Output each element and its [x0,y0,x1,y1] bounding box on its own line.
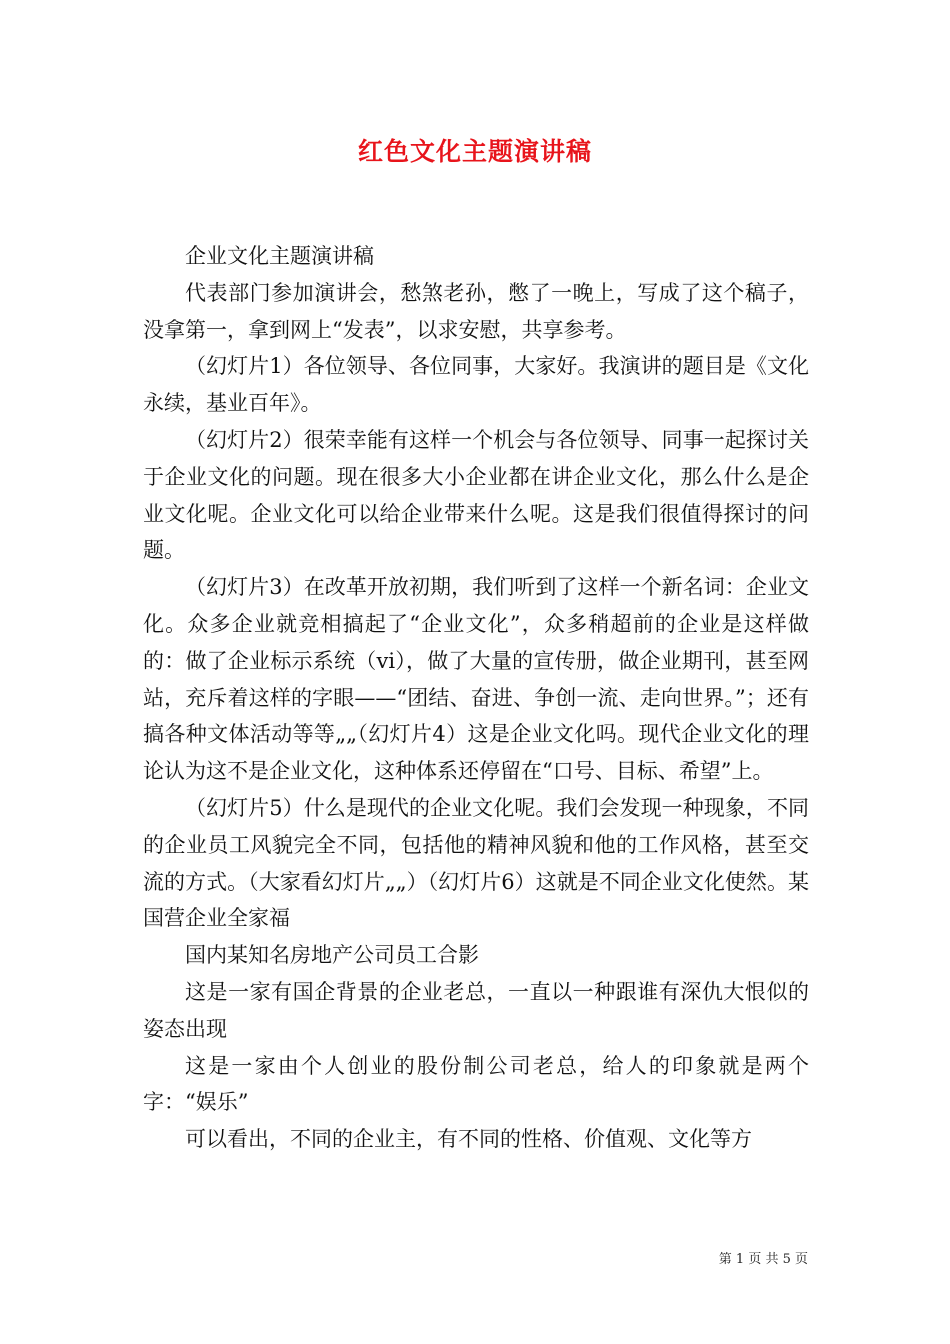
paragraph-1: 企业文化主题演讲稿 [185,244,374,268]
paragraph-5: （幻灯片3）在改革开放初期，我们听到了这样一个新名词：企业文化。众多企业就竞相搞起了“企业文化”，众多稍超前的企业是这样做的：做了企业标示系统（vi），做了大量的宣传册，做企业期刊，甚至网站，充斥着这样的字眼——“团结、奋进、争创一流、走向世界。”；还有搞各种文体活动等等„„（幻灯片4）这是企业文化吗。现代企业文化的理论认为这不是企业文化，这种体系还停留在“口号、目标、希望”上。 [143,575,809,784]
paragraph-3: （幻灯片1）各位领导、各位同事，大家好。我演讲的题目是《文化永续，基业百年》。 [143,354,809,416]
paragraph-2: 代表部门参加演讲会，愁煞老孙，憋了一晚上，写成了这个稿子，没拿第一，拿到网上“发表”，以求安慰，共享参考。 [143,280,809,342]
paragraph-9: 这是一家由个人创业的股份制公司老总，给人的印象就是两个字：“娱乐” [143,1053,809,1115]
document-title: 红色文化主题演讲稿 [357,137,592,166]
paragraph-7: 国内某知名房地产公司员工合影 [185,943,479,968]
page-number-footer: 第 1 页 共 5 页 [718,1252,808,1267]
paragraph-4: （幻灯片2）很荣幸能有这样一个机会与各位领导、同事一起探讨关于企业文化的问题。现在很多大小企业都在讲企业文化，那么什么是企业文化呢。企业文化可以给企业带来什么呢。这是我们很值得探讨的问题。 [143,427,809,563]
paragraph-10: 可以看出，不同的企业主，有不同的性格、价值观、文化等方 [185,1127,752,1152]
document-body [143,238,809,1158]
paragraph-6: （幻灯片5）什么是现代的企业文化呢。我们会发现一种现象，不同的企业员工风貌完全不同，包括他的精神风貌和他的工作风格，甚至交流的方式。（大家看幻灯片„„）（幻灯片6）这就是不同企业文化使然。某国营企业全家福 [143,795,809,931]
paragraph-8: 这是一家有国企背景的企业老总，一直以一种跟谁有深仇大恨似的姿态出现 [143,979,809,1041]
